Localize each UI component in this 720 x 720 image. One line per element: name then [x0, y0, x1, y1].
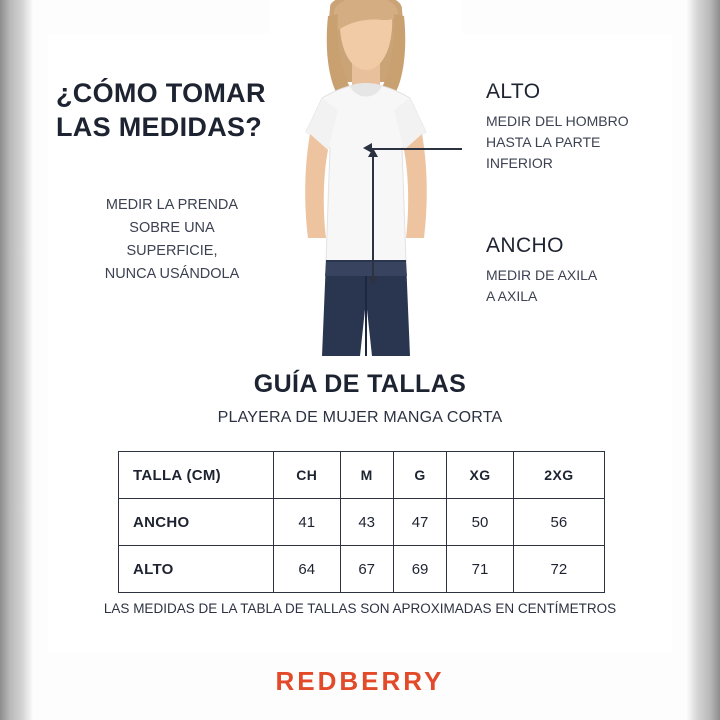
model-photo — [270, 0, 462, 356]
cell-ancho-xg: 50 — [447, 499, 514, 546]
table-column-header-g: G — [393, 452, 446, 499]
size-table-note: LAS MEDIDAS DE LA TABLA DE TALLAS SON APROXIMADAS EN CENTÍMETROS — [103, 601, 617, 616]
height-arrow-head-bottom — [368, 276, 378, 285]
cell-alto-xg: 71 — [447, 546, 514, 593]
cell-ancho-ch: 41 — [274, 499, 341, 546]
cell-alto-2xg: 72 — [513, 546, 604, 593]
table-column-header-2xg: 2XG — [513, 452, 604, 499]
width-arrow-line — [370, 148, 462, 150]
table-corner-header: TALLA (CM) — [119, 452, 274, 499]
height-arrow-head-top — [368, 148, 378, 157]
table-row-label-ancho: ANCHO — [119, 499, 274, 546]
size-guide-subtitle: PLAYERA DE MUJER MANGA CORTA — [217, 409, 503, 426]
table-column-header-ch: CH — [274, 452, 341, 499]
height-arrow-line — [372, 156, 374, 278]
cell-alto-ch: 64 — [274, 546, 341, 593]
alto-title: ALTO — [486, 80, 541, 103]
page-title-line-1: ¿CÓMO TOMAR — [56, 78, 266, 108]
brand-logo: REDBERRY — [275, 666, 445, 696]
table-row — [119, 499, 605, 546]
cell-ancho-2xg: 56 — [513, 499, 604, 546]
table-header-row — [119, 452, 605, 499]
alto-description-line-3: INFERIOR — [486, 155, 553, 171]
instructions-section — [48, 34, 672, 356]
instructions-line-1: MEDIR LA PRENDA — [105, 197, 239, 213]
size-guide-title: GUÍA DE TALLAS — [253, 370, 467, 398]
ancho-title: ANCHO — [486, 234, 564, 257]
table-column-header-xg: XG — [447, 452, 514, 499]
alto-description — [486, 111, 676, 174]
size-table — [118, 451, 605, 593]
instructions-text — [58, 194, 286, 286]
card-inner — [48, 34, 672, 652]
alto-description-line-2: HASTA LA PARTE — [486, 134, 601, 150]
ancho-description-line-1: MEDIR DE AXILA — [486, 267, 598, 283]
page-title-line-2: LAS MEDIDAS? — [56, 112, 263, 142]
ancho-description — [486, 265, 676, 307]
alto-description-block — [486, 80, 676, 174]
table-column-header-m: M — [340, 452, 393, 499]
alto-description-line-1: MEDIR DEL HOMBRO — [486, 113, 629, 129]
instructions-line-3: SUPERFICIE, — [126, 243, 218, 259]
page-title — [56, 76, 288, 144]
card-panel — [34, 0, 686, 720]
ancho-description-line-2: A AXILA — [486, 288, 538, 304]
cell-alto-g: 69 — [393, 546, 446, 593]
instructions-line-2: SOBRE UNA — [129, 220, 215, 236]
cell-ancho-m: 43 — [340, 499, 393, 546]
cell-alto-m: 67 — [340, 546, 393, 593]
table-row — [119, 546, 605, 593]
cell-ancho-g: 47 — [393, 499, 446, 546]
instructions-line-4: NUNCA USÁNDOLA — [104, 266, 240, 282]
model-illustration — [270, 0, 462, 356]
ancho-description-block — [486, 234, 676, 307]
table-row-label-alto: ALTO — [119, 546, 274, 593]
